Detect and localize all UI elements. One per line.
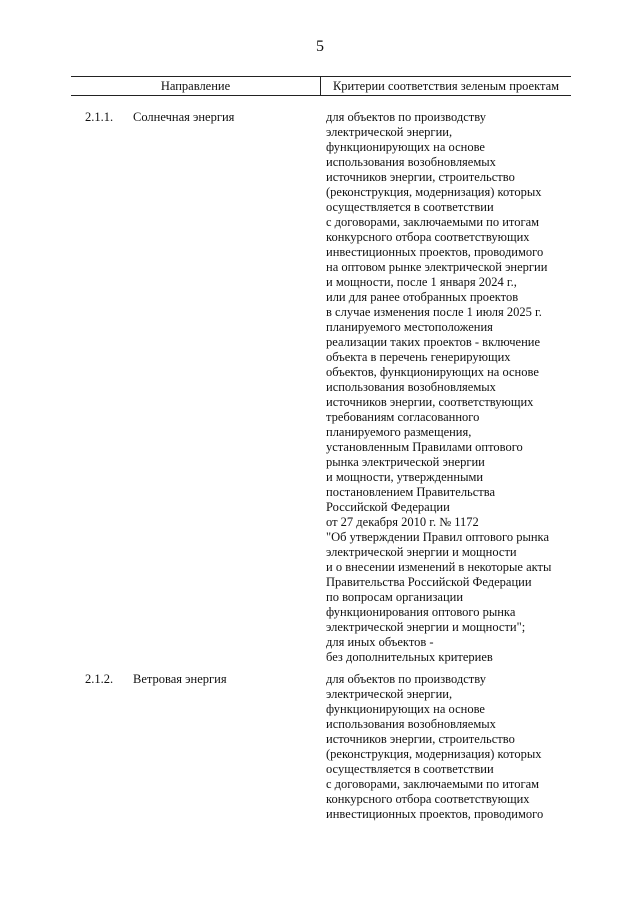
criteria-line: на оптовом рынке электрической энергии [326, 260, 548, 274]
criteria-line: и мощности, утвержденными [326, 470, 484, 484]
criteria-line: источников энергии, соответствующих [326, 395, 534, 409]
criteria-line: функционирующих на основе [326, 702, 485, 716]
criteria-line: для объектов по производству [326, 672, 486, 686]
criteria-line: Правительства Российской Федерации [326, 575, 532, 589]
criteria-line: источников энергии, строительство [326, 732, 515, 746]
criteria-line: установленным Правилами оптового [326, 440, 523, 454]
criteria-line: Российской Федерации [326, 500, 450, 514]
criteria-line: планируемого местоположения [326, 320, 493, 334]
row-direction: Солнечная энергия [133, 110, 235, 124]
criteria-line: "Об утверждении Правил оптового рынка [326, 530, 549, 544]
row-number: 2.1.2. [85, 672, 114, 686]
criteria-line: конкурсного отбора соответствующих [326, 230, 530, 244]
criteria-line: инвестиционных проектов, проводимого [326, 245, 544, 259]
criteria-line: для иных объектов - [326, 635, 434, 649]
criteria-line: и мощности, после 1 января 2024 г., [326, 275, 517, 289]
criteria-line: электрической энергии, [326, 125, 453, 139]
row-number: 2.1.1. [85, 110, 114, 124]
criteria-line: объекта в перечень генерирующих [326, 350, 511, 364]
criteria-line: с договорами, заключаемыми по итогам [326, 215, 540, 229]
criteria-line: (реконструкция, модернизация) которых [326, 185, 542, 199]
criteria-line: функционирования оптового рынка [326, 605, 516, 619]
criteria-line: использования возобновляемых [326, 155, 496, 169]
criteria-line: источников энергии, строительство [326, 170, 515, 184]
criteria-line: электрической энергии и мощности [326, 545, 517, 559]
table-header [71, 76, 571, 96]
criteria-line: рынка электрической энергии [326, 455, 485, 469]
criteria-line: использования возобновляемых [326, 380, 496, 394]
criteria-line: электрической энергии и мощности"; [326, 620, 526, 634]
criteria-line: и о внесении изменений в некоторые акты [326, 560, 552, 574]
criteria-line: электрической энергии, [326, 687, 453, 701]
criteria-line: инвестиционных проектов, проводимого [326, 807, 544, 821]
criteria-line: без дополнительных критериев [326, 650, 493, 664]
criteria-line: от 27 декабря 2010 г. № 1172 [326, 515, 479, 529]
row-criteria [326, 672, 576, 822]
page-number: 5 [316, 38, 324, 55]
criteria-line: по вопросам организации [326, 590, 464, 604]
criteria-line: осуществляется в соответствии [326, 200, 494, 214]
criteria-line: в случае изменения после 1 июля 2025 г. [326, 305, 542, 319]
criteria-line: осуществляется в соответствии [326, 762, 494, 776]
criteria-line: конкурсного отбора соответствующих [326, 792, 530, 806]
criteria-line: функционирующих на основе [326, 140, 485, 154]
criteria-line: использования возобновляемых [326, 717, 496, 731]
criteria-line: объектов, функционирующих на основе [326, 365, 539, 379]
criteria-line: требованиям согласованного [326, 410, 480, 424]
header-criteria: Критерии соответствия зеленым проектам [332, 79, 560, 93]
criteria-line: для объектов по производству [326, 110, 486, 124]
criteria-line: реализации таких проектов - включение [326, 335, 541, 349]
row-criteria [326, 110, 576, 665]
criteria-line: или для ранее отобранных проектов [326, 290, 519, 304]
header-direction: Направление [71, 77, 321, 95]
criteria-line: с договорами, заключаемыми по итогам [326, 777, 540, 791]
criteria-line: постановлением Правительства [326, 485, 496, 499]
criteria-line: планируемого размещения, [326, 425, 472, 439]
row-direction: Ветровая энергия [133, 672, 227, 686]
criteria-line: (реконструкция, модернизация) которых [326, 747, 542, 761]
